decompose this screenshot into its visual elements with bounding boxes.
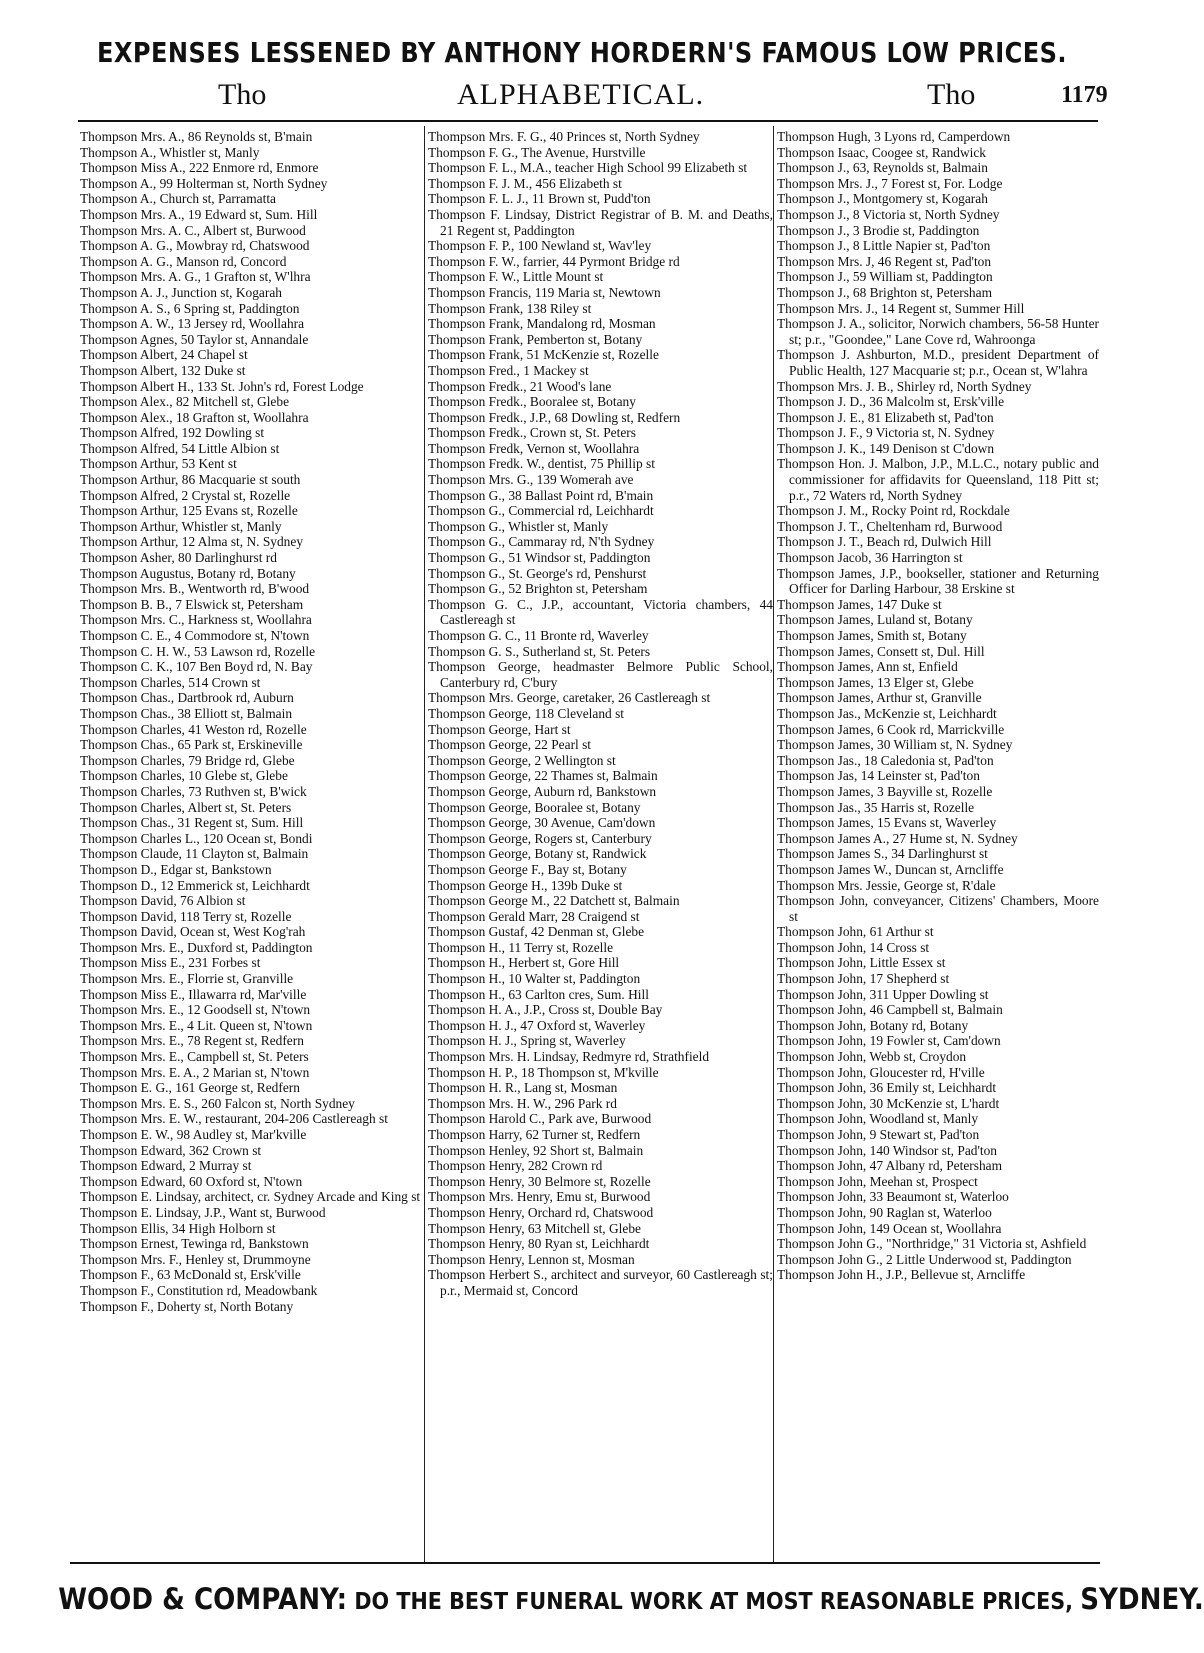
directory-entry: Thompson Ellis, 34 High Holborn st (80, 1220, 276, 1236)
directory-entry: Thompson A., 99 Holterman st, North Sydney (80, 175, 328, 191)
directory-entry: Thompson H., 10 Walter st, Paddington (428, 971, 641, 987)
directory-entry: Thompson J. F., 9 Victoria st, N. Sydney (777, 425, 995, 441)
directory-entry: Thompson G., 52 Brighton st, Petersham (428, 581, 648, 597)
directory-entry: Thompson F. Lindsay, District Registrar of B. M. and Deaths, 21 Regent st, Paddington (428, 206, 773, 238)
directory-entry: Thompson Albert H., 133 St. John's rd, Forest Lodge (80, 378, 364, 394)
directory-entry: Thompson Mrs. F. G., 40 Princes st, North Sydney (428, 129, 700, 144)
directory-column-2 (428, 129, 773, 1299)
directory-entry: Thompson C. H. W., 53 Lawson rd, Rozelle (80, 643, 316, 659)
directory-entry: Thompson F. J. M., 456 Elizabeth st (428, 175, 622, 191)
directory-entry: Thompson James A., 27 Hume st, N. Sydney (777, 830, 1018, 846)
directory-entry: Thompson F. L. J., 11 Brown st, Pudd'ton (428, 191, 651, 207)
directory-entry: Thompson George, Hart st (428, 721, 571, 737)
directory-entry: Thompson George, Booralee st, Botany (428, 799, 641, 815)
directory-entry: Thompson George, headmaster Belmore Public School, Canterbury rd, C'bury (428, 659, 773, 690)
directory-entry: Thompson D., 12 Emmerick st, Leichhardt (80, 877, 310, 893)
directory-entry: Thompson Albert, 24 Chapel st (80, 347, 248, 363)
directory-entry: Thompson Mrs. Henry, Emu st, Burwood (428, 1189, 651, 1205)
directory-entry: Thompson J. D., 36 Malcolm st, Ersk'ville (777, 394, 1005, 410)
advert-company-name: WOOD & COMPANY: (58, 1582, 348, 1616)
directory-entry: Thompson Frank, 138 Riley st (428, 300, 592, 316)
directory-entry: Thompson G. C., 11 Bronte rd, Waverley (428, 628, 649, 643)
directory-entry: Thompson H., Herbert st, Gore Hill (428, 955, 620, 971)
directory-entry: Thompson Fredk., Booralee st, Botany (428, 394, 636, 410)
directory-entry: Thompson Francis, 119 Maria st, Newtown (428, 284, 661, 300)
advert-city: SYDNEY. (1080, 1582, 1204, 1616)
directory-entry: Thompson Henry, 30 Belmore st, Rozelle (428, 1173, 651, 1189)
directory-entry: Thompson John, 311 Upper Dowling st (777, 986, 989, 1002)
directory-entry: Thompson A., Whistler st, Manly (80, 144, 260, 160)
header-right-guide-word: Tho (927, 78, 976, 111)
directory-column-3 (777, 129, 1099, 1283)
directory-entry: Thompson Mrs. F., Henley st, Drummoyne (80, 1251, 311, 1267)
directory-entry: Thompson James, 6 Cook rd, Marrickville (777, 721, 1005, 737)
directory-entry: Thompson J., 68 Brighton st, Petersham (777, 284, 992, 300)
directory-entry: Thompson Mrs. E., 4 Lit. Queen st, N'town (80, 1017, 313, 1033)
directory-entry: Thompson Alfred, 192 Dowling st (80, 425, 265, 441)
directory-entry: Thompson James, 30 William st, N. Sydney (777, 737, 1013, 753)
footer-rule (70, 1562, 1100, 1564)
directory-entry: Thompson Alfred, 54 Little Albion st (80, 440, 280, 456)
directory-entry: Thompson J., 8 Victoria st, North Sydney (777, 206, 1000, 222)
directory-entry: Thompson G., St. George's rd, Penshurst (428, 565, 647, 581)
directory-entry: Thompson John G., 2 Little Underwood st, Paddington (777, 1251, 1072, 1267)
directory-entry: Thompson Charles, 79 Bridge rd, Glebe (80, 752, 295, 768)
directory-entry: Thompson G. C., J.P., accountant, Victoria chambers, 44 Castlereagh st (428, 596, 773, 628)
directory-entry: Thompson Chas., 65 Park st, Erskineville (80, 737, 303, 753)
directory-entry: Thompson Charles, 514 Crown st (80, 674, 261, 690)
directory-entry: Thompson David, 76 Albion st (80, 893, 246, 909)
directory-entry: Thompson Mrs. E., Florrie st, Granville (80, 971, 294, 987)
directory-entry: Thompson A. G., Mowbray rd, Chatswood (80, 238, 310, 254)
directory-entry: Thompson Hugh, 3 Lyons rd, Camperdown (777, 129, 1011, 144)
directory-entry: Thompson G. S., Sutherland st, St. Peters (428, 643, 651, 659)
directory-entry: Thompson Henry, Lennon st, Mosman (428, 1251, 635, 1267)
directory-entry: Thompson F. L., M.A., teacher High School 99 Elizabeth st (428, 160, 748, 176)
directory-entry: Thompson F., Constitution rd, Meadowbank (80, 1282, 318, 1298)
directory-entry: Thompson James, 15 Evans st, Waverley (777, 815, 997, 831)
directory-entry: Thompson James, Ann st, Enfield (777, 659, 958, 675)
directory-entry: Thompson H. J., Spring st, Waverley (428, 1033, 626, 1049)
directory-entry: Thompson Mrs. E., Campbell st, St. Peters (80, 1049, 309, 1065)
directory-entry: Thompson H. P., 18 Thompson st, M'kville (428, 1064, 659, 1080)
directory-entry: Thompson Mrs. J., 7 Forest st, For. Lodge (777, 175, 1003, 191)
directory-entry: Thompson Miss E., Illawarra rd, Mar'ville (80, 986, 307, 1002)
directory-entry: Thompson E. Lindsay, J.P., Want st, Burwood (80, 1204, 326, 1220)
directory-entry: Thompson Charles, 41 Weston rd, Rozelle (80, 721, 307, 737)
directory-entry: Thompson Frank, Pemberton st, Botany (428, 331, 643, 347)
directory-entry: Thompson Jas., 18 Caledonia st, Pad'ton (777, 752, 994, 768)
directory-entry: Thompson Henry, Orchard rd, Chatswood (428, 1204, 654, 1220)
directory-entry: Thompson George M., 22 Datchett st, Balmain (428, 893, 680, 909)
directory-entry: Thompson F., Doherty st, North Botany (80, 1298, 294, 1314)
directory-entry: Thompson George F., Bay st, Botany (428, 861, 627, 877)
directory-entry: Thompson John, 19 Fowler st, Cam'down (777, 1033, 1001, 1049)
directory-entry: Thompson Fredk., J.P., 68 Dowling st, Redfern (428, 409, 681, 425)
directory-entry: Thompson H., 63 Carlton cres, Sum. Hill (428, 986, 649, 1002)
directory-entry: Thompson F., 63 McDonald st, Ersk'ville (80, 1267, 301, 1283)
bottom-advert-banner (58, 1582, 1204, 1616)
directory-entry: Thompson Charles L., 120 Ocean st, Bondi (80, 830, 313, 846)
directory-entry: Thompson Mrs. E. S., 260 Falcon st, North Sydney (80, 1095, 355, 1111)
directory-entry: Thompson George, 22 Thames st, Balmain (428, 768, 658, 784)
directory-entry: Thompson Mrs. J., 14 Regent st, Summer Hill (777, 300, 1025, 316)
directory-entry: Thompson George, 2 Wellington st (428, 752, 616, 768)
directory-entry: Thompson James, Consett st, Dul. Hill (777, 643, 985, 659)
directory-entry: Thompson John, 140 Windsor st, Pad'ton (777, 1142, 997, 1158)
directory-entry: Thompson Mrs. E., 12 Goodsell st, N'town (80, 1002, 311, 1018)
page-number: 1179 (1061, 82, 1108, 108)
directory-entry: Thompson Jas., McKenzie st, Leichhardt (777, 705, 997, 721)
directory-entry: Thompson Alex., 82 Mitchell st, Glebe (80, 394, 290, 410)
directory-entry: Thompson J. A., solicitor, Norwich chambers, 56-58 Hunter st; p.r., "Goondee," Lane Cove rd, Wahroonga (777, 316, 1099, 347)
directory-entry: Thompson J., 59 William st, Paddington (777, 269, 993, 285)
directory-entry: Thompson James, 147 Duke st (777, 596, 942, 612)
directory-entry: Thompson Asher, 80 Darlinghurst rd (80, 550, 277, 566)
directory-entry: Thompson Mrs. George, caretaker, 26 Castlereagh st (428, 690, 711, 706)
directory-entry: Thompson James, Arthur st, Granville (777, 690, 982, 706)
directory-entry: Thompson F. G., The Avenue, Hurstville (428, 144, 646, 160)
directory-entry: Thompson F. W., Little Mount st (428, 269, 604, 285)
directory-entry: Thompson Mrs. Jessie, George st, R'dale (777, 877, 996, 893)
directory-entry: Thompson Chas., 38 Elliott st, Balmain (80, 705, 293, 721)
directory-entry: Thompson James, 3 Bayville st, Rozelle (777, 783, 993, 799)
directory-entry: Thompson George, 22 Pearl st (428, 737, 592, 753)
directory-entry: Thompson John, 33 Beaumont st, Waterloo (777, 1189, 1009, 1205)
directory-entry: Thompson James, J.P., bookseller, stationer and Returning Officer for Darling Harbour, 38 Erskine st (777, 565, 1099, 597)
directory-entry: Thompson Gustaf, 42 Denman st, Glebe (428, 924, 645, 940)
directory-entry: Thompson Charles, Albert st, St. Peters (80, 799, 292, 815)
directory-entry: Thompson Fredk., Crown st, St. Peters (428, 425, 636, 441)
directory-entry: Thompson A., Church st, Parramatta (80, 191, 276, 207)
directory-entry: Thompson Isaac, Coogee st, Randwick (777, 144, 986, 160)
directory-entry: Thompson Mrs. A., 19 Edward st, Sum. Hill (80, 206, 318, 222)
directory-entry: Thompson Charles, 73 Ruthven st, B'wick (80, 783, 307, 799)
directory-entry: Thompson Mrs. J. B., Shirley rd, North Sydney (777, 378, 1032, 394)
directory-entry: Thompson Mrs. A. G., 1 Grafton st, W'lhra (80, 269, 311, 285)
directory-entry: Thompson George H., 139b Duke st (428, 877, 623, 893)
directory-entry: Thompson Harry, 62 Turner st, Redfern (428, 1127, 641, 1142)
directory-entry: Thompson Harold C., Park ave, Burwood (428, 1111, 652, 1127)
directory-entry: Thompson Edward, 60 Oxford st, N'town (80, 1173, 303, 1189)
directory-entry: Thompson Mrs. A. C., Albert st, Burwood (80, 222, 306, 238)
directory-entry: Thompson J. E., 81 Elizabeth st, Pad'ton (777, 409, 994, 425)
directory-entry: Thompson J., 63, Reynolds st, Balmain (777, 160, 988, 176)
page-header (0, 78, 1164, 118)
directory-entry: Thompson Arthur, Whistler st, Manly (80, 518, 282, 534)
directory-entry: Thompson E. Lindsay, architect, cr. Sydney Arcade and King st (80, 1189, 421, 1205)
directory-entry: Thompson John, Meehan st, Prospect (777, 1173, 978, 1189)
directory-entry: Thompson Henley, 92 Short st, Balmain (428, 1142, 644, 1158)
directory-entry: Thompson F. P., 100 Newland st, Wav'ley (428, 238, 652, 254)
directory-entry: Thompson Jas., 35 Harris st, Rozelle (777, 799, 975, 815)
directory-entry: Thompson J., 8 Little Napier st, Pad'ton (777, 238, 991, 254)
directory-entry: Thompson Mrs. C., Harkness st, Woollahra (80, 612, 312, 628)
directory-entry: Thompson Fredk., 21 Wood's lane (428, 378, 612, 394)
directory-column-1 (80, 129, 422, 1314)
directory-entry: Thompson Mrs. G., 139 Womerah ave (428, 472, 634, 488)
directory-entry: Thompson John, 36 Emily st, Leichhardt (777, 1080, 997, 1096)
directory-entry: Thompson John, conveyancer, Citizens' Chambers, Moore st (777, 893, 1099, 924)
directory-entry: Thompson Fredk. W., dentist, 75 Phillip st (428, 456, 655, 472)
directory-entry: Thompson J., 3 Brodie st, Paddington (777, 222, 980, 238)
directory-entry: Thompson J., Montgomery st, Kogarah (777, 191, 988, 207)
directory-entry: Thompson F. W., farrier, 44 Pyrmont Bridge rd (428, 253, 680, 269)
directory-entry: Thompson John, 149 Ocean st, Woollahra (777, 1220, 1002, 1236)
directory-entry: Thompson Arthur, 12 Alma st, N. Sydney (80, 534, 304, 550)
directory-entry: Thompson John, Gloucester rd, H'ville (777, 1064, 985, 1080)
directory-entry: Thompson Jacob, 36 Harrington st (777, 550, 963, 566)
directory-entry: Thompson George, 118 Cleveland st (428, 705, 624, 721)
directory-entry: Thompson John, Botany rd, Botany (777, 1017, 969, 1033)
directory-entry: Thompson John, 47 Albany rd, Petersham (777, 1158, 1003, 1174)
directory-entry: Thompson E. W., 98 Audley st, Mar'kville (80, 1127, 307, 1142)
directory-entry: Thompson E. G., 161 George st, Redfern (80, 1080, 300, 1096)
directory-entry: Thompson Mrs. E., Duxford st, Paddington (80, 939, 313, 955)
top-advert-banner: EXPENSES LESSENED BY ANTHONY HORDERN'S FAMOUS LOW PRICES. (97, 36, 1067, 69)
directory-entry: Thompson George, 30 Avenue, Cam'down (428, 815, 656, 831)
directory-entry: Thompson John, 46 Campbell st, Balmain (777, 1002, 1003, 1018)
directory-entry: Thompson Henry, 282 Crown rd (428, 1158, 603, 1174)
directory-entry: Thompson Charles, 10 Glebe st, Glebe (80, 768, 288, 784)
directory-entry: Thompson Arthur, 125 Evans st, Rozelle (80, 503, 298, 519)
directory-entry: Thompson John, 90 Raglan st, Waterloo (777, 1204, 992, 1220)
directory-entry: Thompson John, Woodland st, Manly (777, 1111, 979, 1127)
directory-entry: Thompson Mrs. E. A., 2 Marian st, N'town (80, 1064, 310, 1080)
directory-entry: Thompson James, Smith st, Botany (777, 628, 967, 643)
directory-entry: Thompson Fred., 1 Mackey st (428, 362, 589, 378)
directory-entry: Thompson John, 30 McKenzie st, L'hardt (777, 1095, 1000, 1111)
directory-entry: Thompson Claude, 11 Clayton st, Balmain (80, 846, 309, 862)
directory-entry: Thompson C. E., 4 Commodore st, N'town (80, 628, 310, 643)
directory-entry: Thompson John, Little Essex st (777, 955, 946, 971)
directory-entry: Thompson A. S., 6 Spring st, Paddington (80, 300, 300, 316)
header-rule (78, 120, 1098, 122)
directory-entry: Thompson G., Commercial rd, Leichhardt (428, 503, 654, 519)
directory-entry: Thompson Fredk, Vernon st, Woollahra (428, 440, 640, 456)
directory-entry: Thompson Edward, 2 Murray st (80, 1158, 252, 1174)
directory-entry: Thompson Miss E., 231 Forbes st (80, 955, 261, 971)
directory-entry: Thompson James W., Duncan st, Arncliffe (777, 861, 1004, 877)
directory-entry: Thompson Chas., 31 Regent st, Sum. Hill (80, 815, 304, 831)
directory-entry: Thompson George, Rogers st, Canterbury (428, 830, 652, 846)
directory-entry: Thompson Mrs. B., Wentworth rd, B'wood (80, 581, 310, 597)
directory-entry: Thompson H. A., J.P., Cross st, Double Bay (428, 1002, 663, 1018)
directory-entry: Thompson J. T., Beach rd, Dulwich Hill (777, 534, 992, 550)
directory-entry: Thompson Ernest, Tewinga rd, Bankstown (80, 1236, 309, 1252)
directory-entry: Thompson H. J., 47 Oxford st, Waverley (428, 1017, 646, 1033)
header-left-guide-word: Tho (218, 78, 267, 111)
directory-entry: Thompson J. Ashburton, M.D., president Department of Public Health, 127 Macquarie st; p.r., Ocean st, W'lahra (777, 347, 1099, 378)
directory-entry: Thompson George, Botany st, Randwick (428, 846, 647, 862)
directory-entry: Thompson Albert, 132 Duke st (80, 362, 246, 378)
directory-entry: Thompson B. B., 7 Elswick st, Petersham (80, 596, 304, 612)
directory-entry: Thompson John, Webb st, Croydon (777, 1049, 967, 1065)
directory-entry: Thompson Mrs. E., 78 Regent st, Redfern (80, 1033, 304, 1049)
directory-entry: Thompson G., Whistler st, Manly (428, 518, 609, 534)
directory-entry: Thompson Arthur, 53 Kent st (80, 456, 237, 472)
directory-entry: Thompson John, 9 Stewart st, Pad'ton (777, 1127, 980, 1142)
directory-entry: Thompson G., Cammaray rd, N'th Sydney (428, 534, 655, 550)
directory-entry: Thompson Alfred, 2 Crystal st, Rozelle (80, 487, 291, 503)
directory-entry: Thompson John G., "Northridge," 31 Victoria st, Ashfield (777, 1236, 1087, 1252)
directory-entry: Thompson Henry, 63 Mitchell st, Glebe (428, 1220, 641, 1236)
directory-entry: Thompson C. K., 107 Ben Boyd rd, N. Bay (80, 659, 313, 675)
directory-entry: Thompson George, Auburn rd, Bankstown (428, 783, 657, 799)
directory-entry: Thompson Alex., 18 Grafton st, Woollahra (80, 409, 309, 425)
directory-entry: Thompson Mrs. H. Lindsay, Redmyre rd, Strathfield (428, 1049, 710, 1065)
directory-entry: Thompson D., Edgar st, Bankstown (80, 861, 272, 877)
directory-entry: Thompson James, Luland st, Botany (777, 612, 973, 628)
directory-entry: Thompson Agnes, 50 Taylor st, Annandale (80, 331, 309, 347)
directory-entry: Thompson A. J., Junction st, Kogarah (80, 284, 282, 300)
directory-entry: Thompson G., 38 Ballast Point rd, B'main (428, 487, 654, 503)
directory-entry: Thompson Mrs. E. W., restaurant, 204-206 Castlereagh st (80, 1111, 388, 1127)
directory-entry: Thompson Herbert S., architect and surveyor, 60 Castlereagh st; p.r., Mermaid st, Concord (428, 1267, 773, 1298)
directory-entry: Thompson Mrs. H. W., 296 Park rd (428, 1095, 617, 1111)
directory-entry: Thompson John, 61 Arthur st (777, 924, 934, 940)
directory-entry: Thompson James S., 34 Darlinghurst st (777, 846, 988, 862)
directory-entry: Thompson Hon. J. Malbon, J.P., M.L.C., notary public and commissioner for affidavits for Queensland, 118 Pitt st; p.r., 72 Waters rd, North Sydney (777, 456, 1099, 503)
directory-entry: Thompson David, Ocean st, West Kog'rah (80, 924, 306, 940)
directory-entry: Thompson A. G., Manson rd, Concord (80, 253, 287, 269)
directory-entry: Thompson Henry, 80 Ryan st, Leichhardt (428, 1236, 650, 1252)
directory-entry: Thompson A. W., 13 Jersey rd, Woollahra (80, 316, 305, 332)
directory-entry: Thompson Miss A., 222 Enmore rd, Enmore (80, 160, 319, 176)
directory-entry: Thompson John, 14 Cross st (777, 939, 930, 955)
column-divider (424, 126, 425, 1562)
advert-slogan: DO THE BEST FUNERAL WORK AT MOST REASONABLE PRICES, (354, 1589, 1074, 1615)
directory-entry: Thompson J. M., Rocky Point rd, Rockdale (777, 503, 1010, 519)
directory-entry: Thompson Frank, 51 McKenzie st, Rozelle (428, 347, 659, 363)
directory-entry: Thompson Frank, Mandalong rd, Mosman (428, 316, 656, 332)
directory-entry: Thompson H. R., Lang st, Mosman (428, 1080, 618, 1096)
directory-entry: Thompson James, 13 Elger st, Glebe (777, 674, 974, 690)
directory-entry: Thompson John, 17 Shepherd st (777, 971, 950, 987)
directory-entry: Thompson Mrs. J, 46 Regent st, Pad'ton (777, 253, 992, 269)
directory-entry: Thompson J. K., 149 Denison st C'down (777, 440, 995, 456)
directory-entry: Thompson J. T., Cheltenham rd, Burwood (777, 518, 1003, 534)
directory-entry: Thompson Augustus, Botany rd, Botany (80, 565, 296, 581)
directory-entry: Thompson Chas., Dartbrook rd, Auburn (80, 690, 294, 706)
directory-entry: Thompson Jas, 14 Leinster st, Pad'ton (777, 768, 980, 784)
directory-entry: Thompson Mrs. A., 86 Reynolds st, B'main (80, 129, 313, 144)
directory-entry: Thompson Arthur, 86 Macquarie st south (80, 472, 301, 488)
directory-entry: Thompson David, 118 Terry st, Rozelle (80, 908, 292, 924)
directory-entry: Thompson Gerald Marr, 28 Craigend st (428, 908, 640, 924)
directory-entry: Thompson Edward, 362 Crown st (80, 1142, 262, 1158)
directory-entry: Thompson H., 11 Terry st, Rozelle (428, 939, 614, 955)
header-section-title: ALPHABETICAL. (457, 78, 705, 111)
directory-entry: Thompson G., 51 Windsor st, Paddington (428, 550, 651, 566)
directory-entry: Thompson John H., J.P., Bellevue st, Arncliffe (777, 1267, 1026, 1283)
column-divider (773, 126, 774, 1562)
